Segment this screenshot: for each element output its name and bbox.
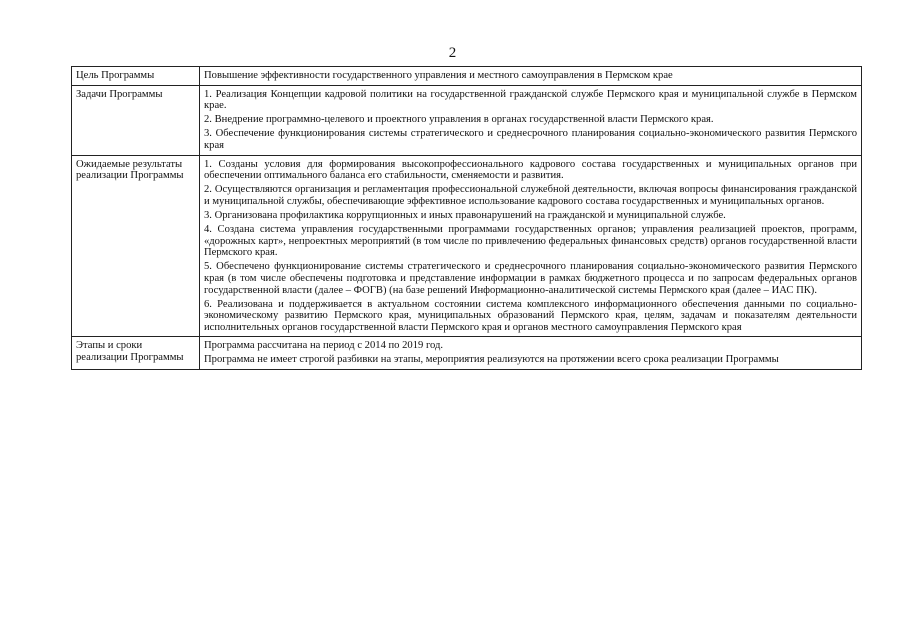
stages-item-2: Программа не имеет строгой разбивки на этапы, мероприятия реализуются на протяжении всего срока реализации Программы: [204, 354, 779, 366]
goal-text: Повышение эффективности государственного управления и местного самоуправления в Пермском крае: [204, 70, 673, 81]
table-row-goal: [72, 67, 862, 86]
row-label-goal: Цель Программы: [72, 67, 200, 86]
table-row-tasks: [72, 85, 862, 155]
result-item-5: 5. Обеспечено функционирование системы стратегического и среднесрочного планирования социально-экономического развития Пермского края (в том числе обеспечены подготовка и представление информации в рамках бюджетного процесса и по запросам федеральных органов государственной власти (далее – ФОГВ) (на базе решений Информационно-аналитической системы Пермского края (далее – ИАС ПК).: [204, 261, 857, 296]
result-item-1: 1. Созданы условия для формирования высокопрофессионального кадрового состава государственных и муниципальных органов при обеспечении оптимального баланса его стабильности, сменяемости и развития.: [204, 158, 857, 182]
result-item-4: 4. Создана система управления государственными программами государственных органов; управления реализацией проектов, программ, «дорожных карт», непроектных мероприятий (в том числе по привлечению федеральных финансовых средств) органов государственной власти Пермского края.: [204, 224, 857, 259]
result-item-3: 3. Организована профилактика коррупционных и иных правонарушений на гражданской и муниципальной службе.: [204, 209, 726, 221]
program-passport-table: [71, 66, 862, 370]
stages-item-1: Программа рассчитана на период с 2014 по 2019 год.: [204, 340, 444, 352]
row-label-stages: Этапы и сроки реализации Программы: [72, 337, 200, 370]
table-row-stages: [72, 337, 862, 370]
row-content-goal: [200, 67, 862, 86]
task-item-1: 1. Реализация Концепции кадровой политики на государственной гражданской службе Пермского края и муниципальной службе в Пермском крае.: [204, 88, 857, 112]
task-item-2: 2. Внедрение программно-целевого и проектного управления в органах государственной власти Пермского края.: [204, 114, 714, 126]
row-label-results: Ожидаемые результаты реализации Программы: [72, 155, 200, 337]
result-item-6: 6. Реализована и поддерживается в актуальном состоянии система комплексного информационного обеспечения данными по социально-экономическому развитию Пермского края, муниципальных образований Пермского края, целям, задачам и показателям деятельности исполнительных органов государственной власти Пермского края и органов местного самоуправления Пермского края: [204, 298, 857, 333]
task-item-3: 3. Обеспечение функционирования системы стратегического и среднесрочного планирования социально-экономического развития Пермского края: [204, 128, 857, 151]
row-content-results: [200, 155, 862, 337]
row-content-tasks: [200, 85, 862, 155]
result-item-2: 2. Осуществляются организация и регламентация профессиональной служебной деятельности, включая вопросы финансирования гражданской и муниципальной службы, обеспечивающие эффективное использование кадрового состава государственных и муниципальных органов.: [204, 184, 857, 207]
row-content-stages: [200, 337, 862, 370]
page-number: 2: [448, 45, 457, 61]
table-row-results: [72, 155, 862, 337]
row-label-tasks: Задачи Программы: [72, 85, 200, 155]
